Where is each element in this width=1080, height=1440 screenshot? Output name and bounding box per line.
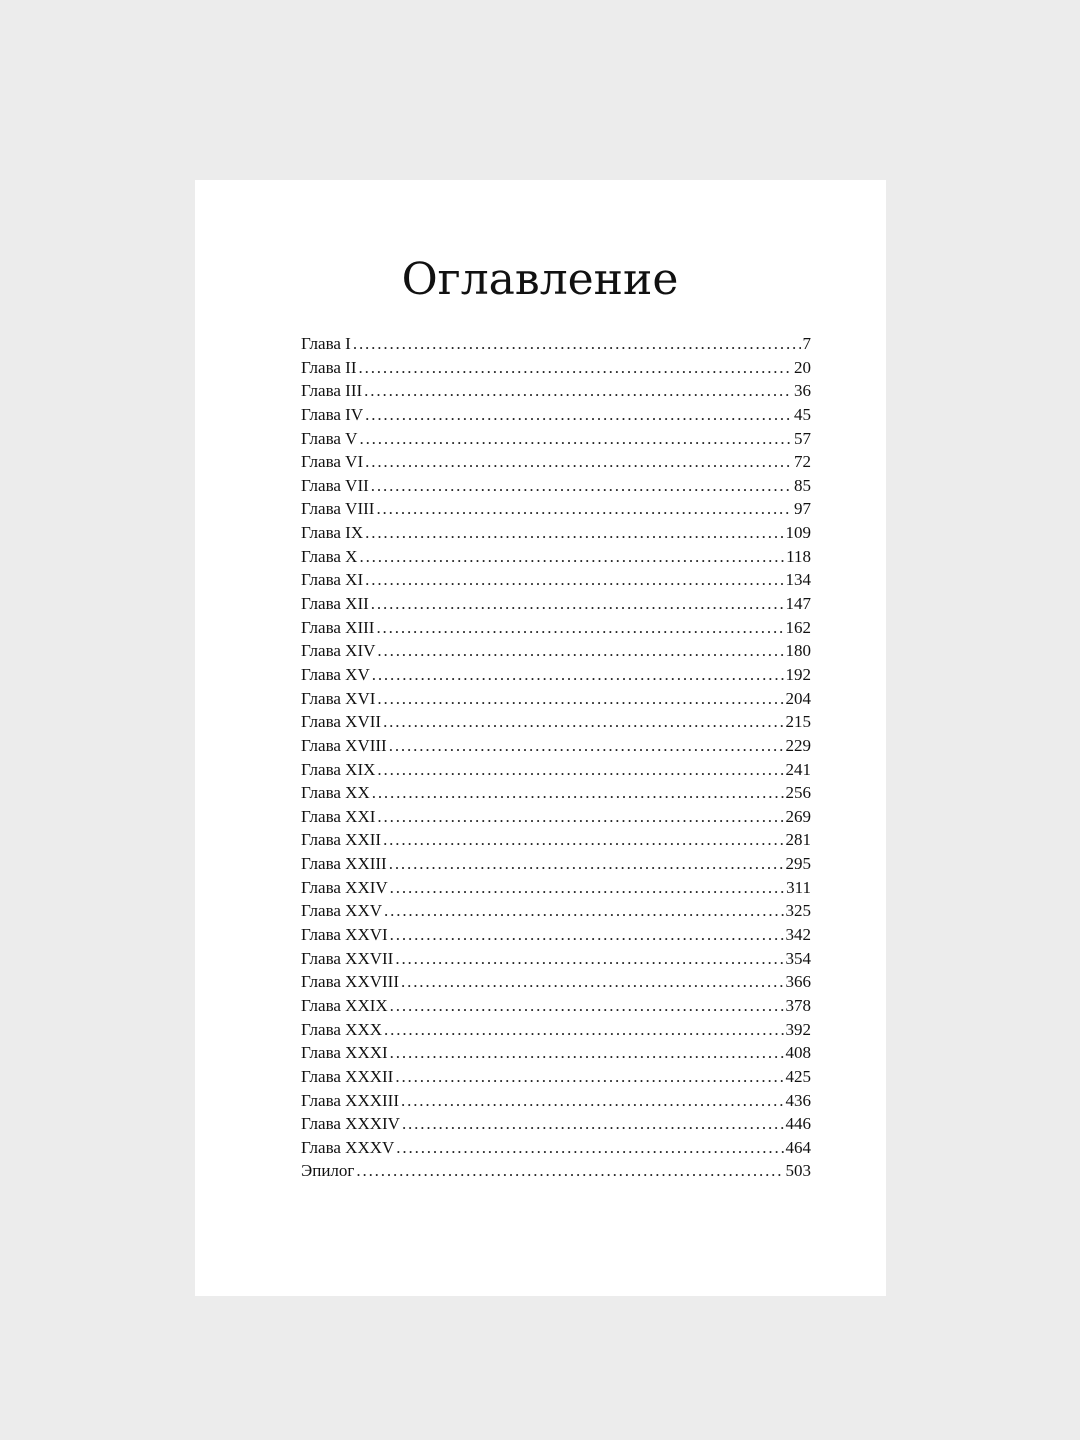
toc-entry-label: Глава XXV (301, 901, 383, 921)
toc-entry-page-number: 281 (785, 830, 811, 850)
toc-dot-leader (377, 758, 783, 782)
toc-entry-page-number: 147 (785, 594, 811, 614)
toc-entry-label: Глава XXIII (301, 854, 387, 874)
toc-entry (301, 450, 811, 474)
toc-entry-label: Глава XX (301, 783, 370, 803)
toc-dot-leader (371, 474, 792, 498)
toc-dot-leader (364, 379, 792, 403)
toc-entry (301, 356, 811, 380)
toc-entry-page-number: 295 (785, 854, 811, 874)
toc-dot-leader (376, 616, 783, 640)
toc-dot-leader (384, 899, 783, 923)
toc-entry-page-number: 109 (785, 523, 811, 543)
toc-entry-label: Глава XXVII (301, 948, 394, 968)
toc-entry-page-number: 436 (785, 1090, 811, 1110)
toc-entry (301, 1159, 811, 1183)
toc-dot-leader (395, 1065, 783, 1089)
toc-entry-page-number: 408 (785, 1043, 811, 1063)
toc-entry-label: Глава VI (301, 452, 364, 472)
toc-dot-leader (371, 592, 784, 616)
toc-entry (301, 899, 811, 923)
toc-dot-leader (383, 710, 783, 734)
toc-entry (301, 687, 811, 711)
toc-entry (301, 427, 811, 451)
toc-entry-page-number: 229 (785, 735, 811, 755)
toc-entry-label: Глава XVIII (301, 735, 387, 755)
toc-dot-leader (384, 1018, 783, 1042)
toc-entry (301, 592, 811, 616)
toc-entry-page-number: 241 (785, 759, 811, 779)
toc-dot-leader (390, 923, 784, 947)
toc-entry-label: Глава XXII (301, 830, 382, 850)
toc-entry-label: Глава XXVIII (301, 972, 399, 992)
toc-entry-page-number: 97 (794, 499, 811, 519)
toc-entry-page-number: 85 (794, 475, 811, 495)
toc-entry-page-number: 342 (785, 925, 811, 945)
toc-entry-label: Глава XXIV (301, 877, 388, 897)
toc-entry-page-number: 215 (785, 712, 811, 732)
toc-entry (301, 970, 811, 994)
page-title: Оглавление (401, 254, 679, 305)
toc-entry-page-number: 204 (785, 688, 811, 708)
toc-entry (301, 663, 811, 687)
toc-entry-page-number: 325 (785, 901, 811, 921)
toc-dot-leader (372, 663, 784, 687)
toc-dot-leader (365, 403, 792, 427)
toc-entry-page-number: 425 (785, 1066, 811, 1086)
toc-entry-label: Глава VIII (301, 499, 375, 519)
toc-dot-leader (390, 1041, 784, 1065)
toc-entry (301, 403, 811, 427)
toc-entry-label: Глава XXXIII (301, 1090, 399, 1110)
toc-entry-page-number: 57 (794, 428, 811, 448)
toc-entry (301, 1112, 811, 1136)
toc-entry-label: Эпилог (301, 1161, 355, 1181)
toc-entry-page-number: 392 (785, 1019, 811, 1039)
toc-dot-leader (390, 994, 784, 1018)
toc-entry-label: Глава XXI (301, 806, 376, 826)
toc-entry-label: Глава XIX (301, 759, 376, 779)
toc-dot-leader (359, 545, 784, 569)
toc-entry (301, 1089, 811, 1113)
toc-entry-label: Глава XXX (301, 1019, 383, 1039)
toc-dot-leader (365, 521, 783, 545)
toc-entry-page-number: 36 (794, 381, 811, 401)
toc-entry-label: Глава XXXI (301, 1043, 388, 1063)
toc-entry-label: Глава XXXII (301, 1066, 394, 1086)
toc-entry (301, 876, 811, 900)
toc-dot-leader (401, 1089, 784, 1113)
toc-dot-leader (377, 805, 783, 829)
toc-entry-label: Глава II (301, 357, 357, 377)
toc-dot-leader (365, 450, 792, 474)
toc-entry-page-number: 378 (785, 995, 811, 1015)
toc-dot-leader (359, 427, 792, 451)
toc-entry (301, 1041, 811, 1065)
toc-entry-label: Глава XIII (301, 617, 375, 637)
toc-dot-leader (359, 356, 793, 380)
toc-entry-page-number: 180 (785, 641, 811, 661)
toc-entry-label: Глава V (301, 428, 358, 448)
toc-entry (301, 616, 811, 640)
toc-entry (301, 1136, 811, 1160)
toc-entry-label: Глава XVII (301, 712, 382, 732)
toc-entry-page-number: 134 (785, 570, 811, 590)
toc-dot-leader (356, 1159, 783, 1183)
toc-entry-label: Глава XVI (301, 688, 376, 708)
toc-entry-page-number: 446 (785, 1114, 811, 1134)
toc-entry-page-number: 311 (786, 877, 811, 897)
toc-entry (301, 828, 811, 852)
toc-entry-page-number: 72 (794, 452, 811, 472)
toc-dot-leader (390, 876, 784, 900)
toc-entry (301, 639, 811, 663)
toc-entry-page-number: 464 (785, 1137, 811, 1157)
toc-entry-label: Глава I (301, 334, 351, 353)
toc-entry (301, 947, 811, 971)
toc-entry (301, 1018, 811, 1042)
toc-entry-label: Глава XXVI (301, 925, 388, 945)
toc-entry-label: Глава X (301, 546, 358, 566)
toc-entry-label: Глава XXIX (301, 995, 388, 1015)
toc-entry-label: Глава VII (301, 475, 369, 495)
toc-entry (301, 852, 811, 876)
toc-dot-leader (395, 947, 783, 971)
toc-entry-page-number: 45 (794, 404, 811, 424)
toc-dot-leader (376, 497, 792, 521)
toc-entry (301, 781, 811, 805)
toc-entry-page-number: 354 (785, 948, 811, 968)
toc-entry (301, 994, 811, 1018)
toc-entry-page-number: 503 (785, 1161, 811, 1181)
toc-dot-leader (383, 828, 783, 852)
toc-entry (301, 568, 811, 592)
toc-entry (301, 923, 811, 947)
toc-entry-page-number: 192 (785, 664, 811, 684)
toc-entry-label: Глава III (301, 381, 363, 401)
toc-dot-leader (389, 852, 784, 876)
toc-dot-leader (365, 568, 783, 592)
toc-entry-label: Глава IX (301, 523, 364, 543)
table-of-contents (301, 332, 811, 1183)
toc-entry-page-number: 20 (794, 357, 811, 377)
toc-dot-leader (401, 970, 784, 994)
toc-entry (301, 497, 811, 521)
toc-entry (301, 379, 811, 403)
toc-dot-leader (396, 1136, 783, 1160)
toc-dot-leader (353, 332, 801, 356)
toc-dot-leader (377, 639, 783, 663)
toc-entry (301, 332, 811, 356)
toc-dot-leader (372, 781, 784, 805)
toc-dot-leader (389, 734, 784, 758)
toc-entry-label: Глава XII (301, 594, 369, 614)
toc-entry-label: Глава XIV (301, 641, 376, 661)
toc-entry-label: Глава XXXV (301, 1137, 395, 1157)
toc-entry-page-number: 118 (786, 546, 811, 566)
toc-entry (301, 758, 811, 782)
toc-entry (301, 734, 811, 758)
toc-entry-label: Глава XV (301, 664, 370, 684)
toc-entry (301, 1065, 811, 1089)
toc-dot-leader (377, 687, 783, 711)
toc-entry-page-number: 7 (802, 334, 811, 353)
toc-dot-leader (402, 1112, 784, 1136)
toc-entry (301, 710, 811, 734)
toc-entry (301, 545, 811, 569)
toc-entry-label: Глава XI (301, 570, 364, 590)
toc-entry-page-number: 162 (785, 617, 811, 637)
toc-entry (301, 805, 811, 829)
toc-entry-page-number: 269 (785, 806, 811, 826)
toc-entry-label: Глава XXXIV (301, 1114, 400, 1134)
toc-entry (301, 521, 811, 545)
toc-entry-page-number: 366 (785, 972, 811, 992)
toc-entry (301, 474, 811, 498)
toc-entry-label: Глава IV (301, 404, 364, 424)
toc-entry-page-number: 256 (785, 783, 811, 803)
